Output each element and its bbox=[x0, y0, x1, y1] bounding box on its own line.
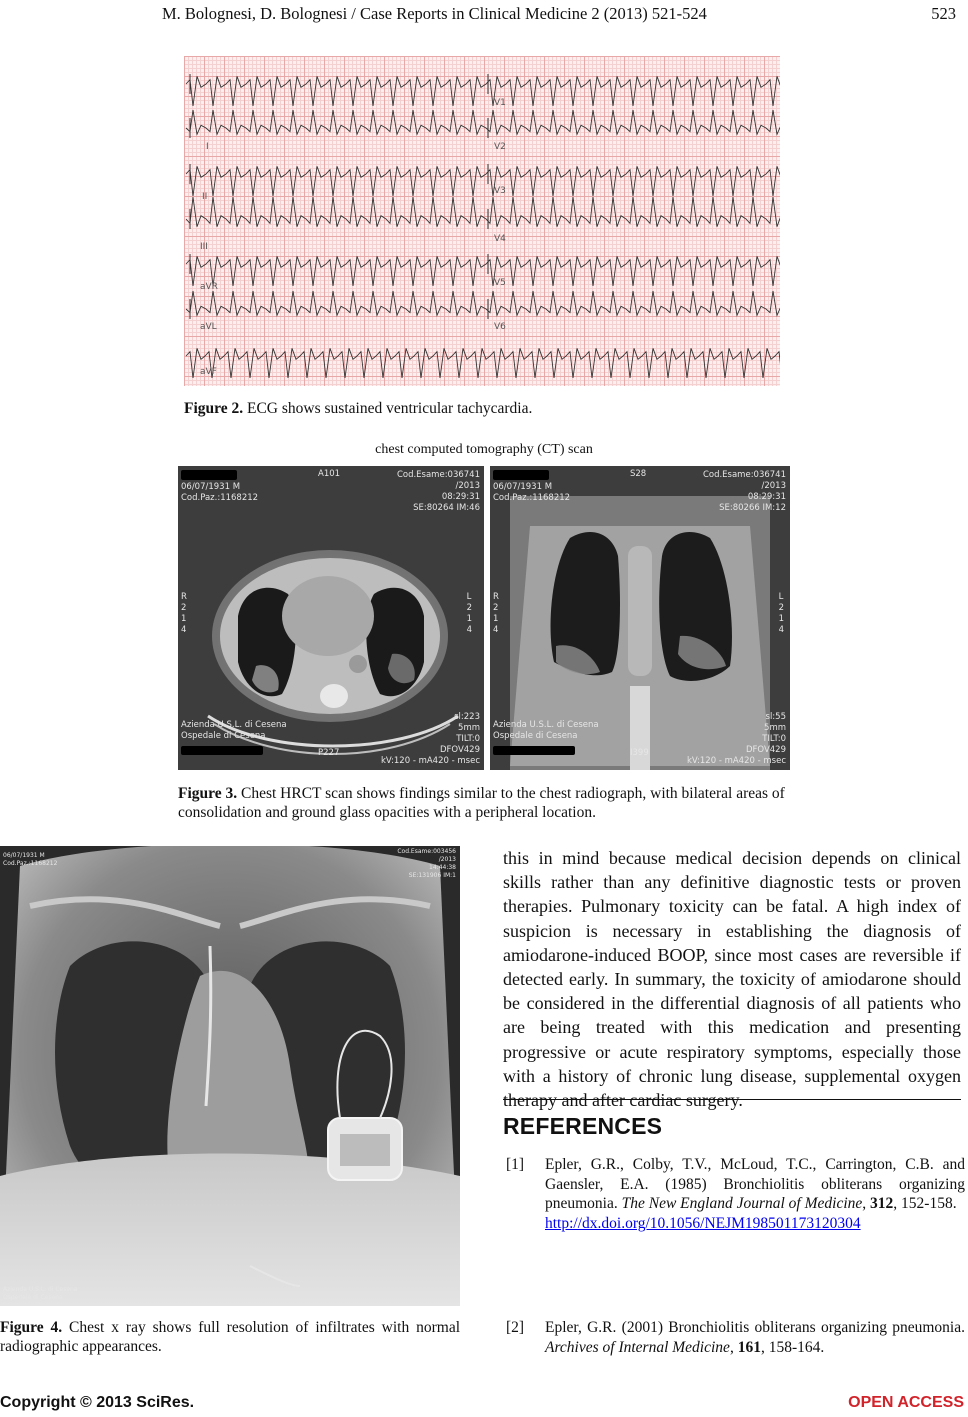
reference-doi-link[interactable]: http://dx.doi.org/10.1056/NEJM198501173120304 bbox=[545, 1214, 861, 1232]
running-head bbox=[0, 4, 968, 26]
ct-right-institution: Azienda U.S.L. di Cesena Ospedale di Cesena bbox=[493, 720, 599, 741]
reference-pages: , 152-158. bbox=[893, 1195, 957, 1212]
ct-left-institution: Azienda U.S.L. di Cesena Ospedale di Cesena bbox=[181, 720, 287, 741]
figure-4-caption bbox=[0, 1318, 460, 1356]
ct-right-exam-info: Cod.Esame:036741 /2013 08:29:31 SE:80266 IM:12 bbox=[702, 470, 786, 513]
figure-3-label: Figure 3. bbox=[178, 785, 238, 802]
ecg-trace bbox=[186, 110, 780, 134]
ct-axial-image bbox=[178, 466, 484, 770]
lead-label-v1: V1 bbox=[494, 98, 506, 108]
lead-label-v4: V4 bbox=[494, 234, 506, 244]
ct-right-series-label: S28 bbox=[630, 469, 647, 479]
figure-4-caption-text: Chest x ray shows full resolution of infiltrates with normal radiographic appearances. bbox=[0, 1319, 461, 1355]
body-paragraph: this in mind because medical decision depends on clinical skills rather than any definitive diagnostic tests or proven therapies. Pulmonary toxicity can be fatal. A high index of suspicion is necessary in establishing the diagnosis of amiodarone-induced BOOP, since most cases are reversible if detected early. In summary, the toxicity of amiodarone should be considered in the differential diagnosis of all patients who are being treated with this medication and presenting progressive or acute respiratory symptoms, especially those with a history of chronic lung disease, supplemental oxygen therapy and after cardiac surgery. bbox=[503, 848, 961, 1111]
ct-left-exam-info: Cod.Esame:036741 /2013 08:29:31 SE:80264 IM:46 bbox=[396, 470, 480, 513]
reference-authors: Epler, G.R. (2001) Bronchiolitis obliterans organizing pneumonia. bbox=[545, 1319, 965, 1336]
ct-coronal-image bbox=[490, 466, 790, 770]
reference-number: [2] bbox=[506, 1319, 525, 1336]
redaction-bar bbox=[181, 470, 237, 480]
chest-xray-image bbox=[0, 846, 460, 1306]
ct-right-scan-params: sl:55 5mm TILT:0 DFOV429 kV:120 - mA420 - msec bbox=[686, 712, 786, 766]
xray-exam-info: Cod.Esame:003456 /2013 14:44:38 SE:131906 IM:1 bbox=[397, 848, 456, 879]
footer-open-access: OPEN ACCESS bbox=[848, 1394, 964, 1411]
lead-label-v6: V6 bbox=[494, 322, 506, 332]
lead-label-v5: V5 bbox=[494, 278, 506, 288]
page-number: 523 bbox=[931, 4, 956, 23]
ct-left-position: P227 bbox=[318, 748, 340, 758]
reference-number: [1] bbox=[506, 1156, 525, 1173]
reference-item: [1] Epler, G.R., Colby, T.V., McLoud, T.C., Carrington, C.B. and Gaensler, E.A. (1985) Bronchiolitis obliterans organizing pneumonia. The New England Journal of Medicine, 312, 152-158. http://dx.doi.org/10.1056/NEJM198501173120304 bbox=[506, 1156, 965, 1232]
references-heading: REFERENCES bbox=[503, 1113, 663, 1139]
xray-patient-info: 06/07/1931 M Cod.Paz.:1168212 bbox=[3, 852, 58, 867]
xray-institution: Azienda U.S.L. di Cesena Ospedale di Cesena bbox=[3, 1286, 78, 1301]
ecg-trace bbox=[186, 76, 780, 106]
ct-left-side-right: L 2 1 4 bbox=[466, 592, 472, 635]
ct-right-position: I399 bbox=[630, 748, 649, 758]
chest-xray-drawing bbox=[0, 846, 460, 1306]
ct-left-patient-info: 06/07/1931 M Cod.Paz.:1168212 bbox=[181, 482, 259, 503]
figure-3-caption bbox=[178, 784, 798, 822]
lead-label-avf: aVF bbox=[200, 367, 217, 377]
figure-3-caption-text: Chest HRCT scan shows findings similar to the chest radiograph, with bilateral areas of consolidation and ground glass opacities with a peripheral location. bbox=[178, 785, 785, 821]
figure-2-label: Figure 2. bbox=[184, 400, 244, 417]
ct-left-side-left: R 2 1 4 bbox=[181, 592, 187, 635]
ecg-trace bbox=[186, 348, 780, 378]
reference-item: [2] Epler, G.R. (2001) Bronchiolitis obliterans organizing pneumonia. Archives of Internal Medicine, 161, 158-164. bbox=[506, 1319, 965, 1356]
lead-label-avr: aVR bbox=[200, 282, 218, 292]
lead-label-v3: V3 bbox=[494, 186, 506, 196]
redaction-bar bbox=[493, 470, 549, 480]
figure-4-label: Figure 4. bbox=[0, 1319, 63, 1336]
figure-3-image-label: chest computed tomography (CT) scan bbox=[375, 442, 593, 457]
lead-label-iii: III bbox=[200, 242, 208, 252]
reference-volume: 312 bbox=[870, 1195, 894, 1212]
ct-right-side-right: L 2 1 4 bbox=[778, 592, 784, 635]
reference-journal: Archives of Internal Medicine bbox=[545, 1338, 730, 1356]
redaction-bar bbox=[493, 746, 575, 755]
running-head-authors: M. Bolognesi, D. Bolognesi / Case Reports in Clinical Medicine 2 (2013) 521-524 bbox=[162, 4, 707, 23]
lead-label-v2: V2 bbox=[494, 142, 506, 152]
reference-authors: Epler, G.R., Colby, T.V., McLoud, T.C., Carrington, C.B. and Gaensler, E.A. (1985) Bronchiolitis obliterans organizing pneumonia. bbox=[545, 1156, 965, 1212]
ecg-trace bbox=[186, 197, 780, 227]
lead-label-i: I bbox=[206, 142, 209, 152]
ecg-traces bbox=[184, 56, 780, 386]
ecg-trace bbox=[186, 291, 780, 315]
ecg-trace bbox=[186, 166, 780, 196]
reference-journal: The New England Journal of Medicine bbox=[621, 1195, 863, 1212]
lead-label-ii: II bbox=[202, 192, 208, 202]
section-divider bbox=[503, 1099, 961, 1100]
ecg-trace bbox=[186, 256, 780, 286]
lead-label-avl: aVL bbox=[200, 322, 217, 332]
ct-right-patient-info: 06/07/1931 M Cod.Paz.:1168212 bbox=[493, 482, 571, 503]
ct-right-side-left: R 2 1 4 bbox=[493, 592, 499, 635]
ct-left-series-label: A101 bbox=[318, 469, 341, 479]
ct-left-scan-params: sl:223 5mm TILT:0 DFOV429 kV:120 - mA420 - msec bbox=[380, 712, 480, 766]
redaction-bar bbox=[181, 746, 263, 755]
ecg-figure bbox=[184, 56, 780, 386]
footer-copyright: Copyright © 2013 SciRes. bbox=[0, 1394, 195, 1411]
reference-volume: 161 bbox=[737, 1338, 761, 1356]
reference-pages: , 158-164. bbox=[760, 1338, 825, 1356]
figure-2-caption-text: ECG shows sustained ventricular tachycardia. bbox=[243, 400, 533, 417]
figure-2-caption bbox=[184, 399, 532, 418]
